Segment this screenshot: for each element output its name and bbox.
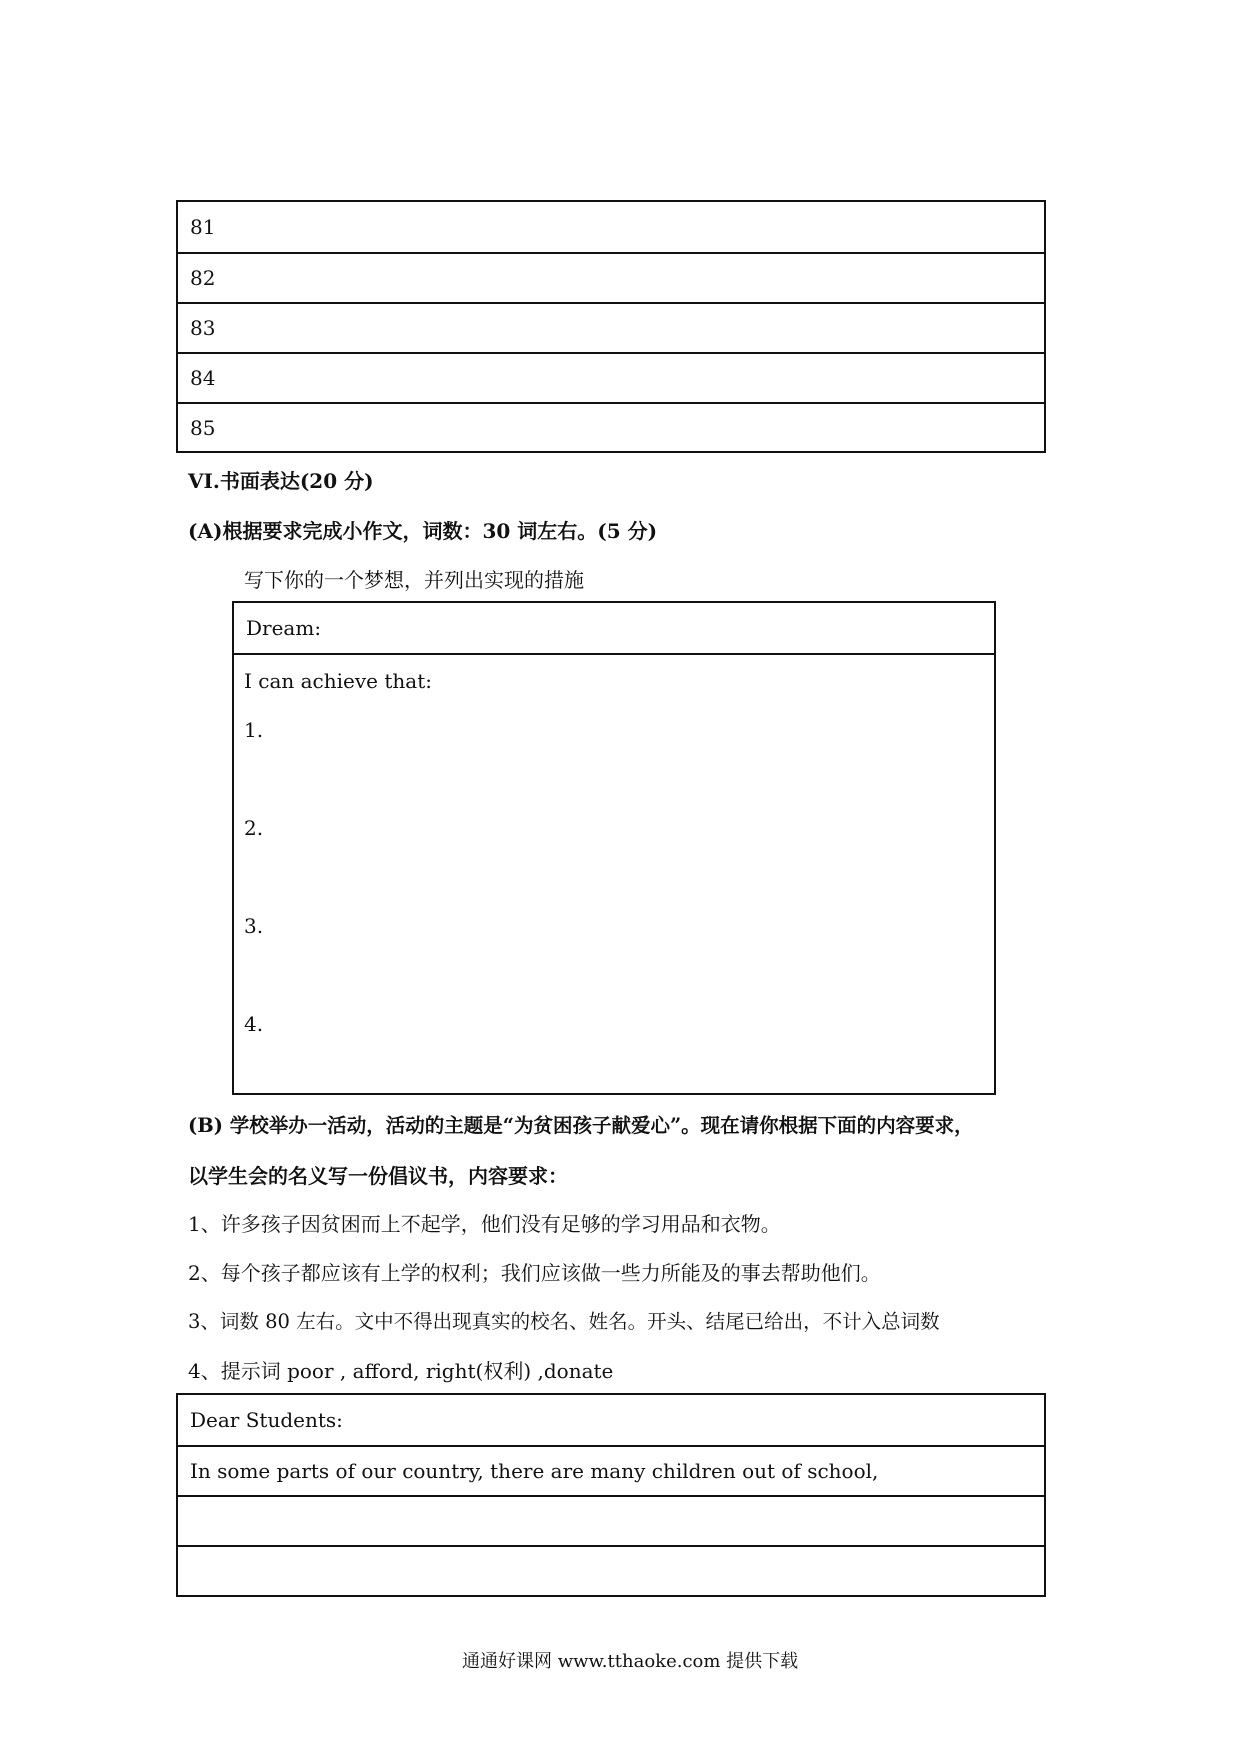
section-title: VI.书面表达(20 分) (188, 469, 374, 493)
answer-row-number: 85 (190, 415, 216, 440)
requirement-item: 4、提示词 poor , afford, right(权利) ,donate (188, 1359, 614, 1383)
letter-row[interactable] (178, 1545, 1044, 1595)
answer-row-number: 83 (190, 316, 216, 340)
part-a-instruction: (A)根据要求完成小作文，词数：30 词左右。(5 分) (188, 519, 658, 543)
requirement-item: 2、每个孩子都应该有上学的权利；我们应该做一些力所能及的事去帮助他们。 (188, 1261, 881, 1285)
dream-label: Dream: (246, 616, 322, 640)
achieve-item-number: 2. (244, 816, 264, 840)
requirement-item: 1、许多孩子因贫困而上不起学，他们没有足够的学习用品和衣物。 (188, 1212, 781, 1236)
achieve-item-number: 3. (244, 914, 264, 938)
answer-row-number: 84 (190, 366, 216, 390)
achieve-item-number: 1. (244, 718, 264, 742)
achieve-area[interactable] (234, 653, 994, 1093)
letter-row[interactable] (178, 1495, 1044, 1545)
answer-row[interactable] (178, 252, 1044, 302)
answer-row[interactable] (178, 352, 1044, 402)
answer-row-number: 82 (190, 266, 216, 290)
letter-row[interactable] (178, 1445, 1044, 1495)
part-b-instruction-line2: 以学生会的名义写一份倡议书，内容要求： (188, 1164, 568, 1188)
answer-row[interactable] (178, 302, 1044, 352)
dream-row[interactable] (234, 603, 994, 653)
achieve-label: I can achieve that: (244, 669, 432, 693)
letter-row[interactable] (178, 1395, 1044, 1445)
letter-table (176, 1393, 1046, 1597)
answer-table (176, 200, 1046, 453)
part-b-instruction-line1: (B) 学校举办一活动，活动的主题是“为贫困孩子献爱心”。现在请你根据下面的内容要求， (188, 1114, 974, 1137)
part-a-prompt: 写下你的一个梦想，并列出实现的措施 (244, 568, 584, 592)
answer-row-number: 81 (190, 215, 216, 239)
requirement-item: 3、词数 80 左右。文中不得出现真实的校名、姓名。开头、结尾已给出，不计入总词数 (188, 1310, 940, 1333)
achieve-item-number: 4. (244, 1012, 264, 1036)
answer-row[interactable] (178, 402, 1044, 451)
letter-opening: In some parts of our country, there are many children out of school, (190, 1459, 879, 1483)
footer-text: 通通好课网 www.tthaoke.com 提供下载 (462, 1651, 799, 1672)
letter-greeting: Dear Students: (190, 1408, 343, 1432)
dream-box (232, 601, 996, 1095)
answer-row[interactable] (178, 202, 1044, 252)
